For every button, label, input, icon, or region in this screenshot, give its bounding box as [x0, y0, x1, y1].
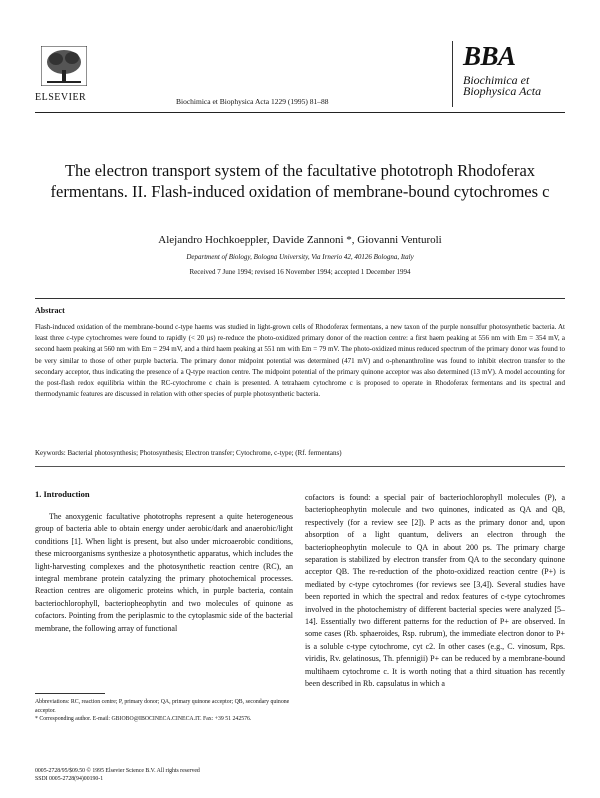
header-divider — [35, 112, 565, 113]
footnote-divider — [35, 693, 105, 694]
body-paragraph: The anoxygenic facultative phototrophs represent a quite heterogeneous group of bacteria able to obtain energy under aerobic/dark and anaerobic/light conditions [1]. When light is present, but also under microaerobic conditions, these microorganisms synthesize a photosynthetic apparatus, which includes the light-harvesting complexes and the photosynthetic reaction centre (RC), an integral membrane protein catalyzing the primary photochemical processes. Reaction centres are oligomeric proteins which, in purple bacteria, contain bacteriochlorophyll, bacteriopheophytin and two molecules of quinone as cofactors. Pointing from the periplasmic to the cytoplasmic side of the bacterial membrane, the following array of functional — [35, 512, 293, 633]
article-authors: Alejandro Hochkoeppler, Davide Zannoni *, Giovanni Venturoli — [158, 234, 442, 246]
journal-abbrev: BBA — [463, 41, 516, 71]
keywords: Keywords: Bacterial photosynthesis; Photosynthesis; Electron transfer; Cytochrome, c-type; (Rf. fermentans) — [35, 449, 342, 457]
copyright-footer — [35, 767, 293, 783]
journal-name: Biochimica et Biophysica Acta — [463, 73, 542, 98]
footnotes — [35, 698, 293, 724]
article-title: The electron transport system of the facultative phototroph Rhodoferax fermentans. II. Flash-induced oxidation of membrane-bound cytochromes c — [50, 161, 550, 201]
ssdi-line: SSDI 0005-2728(94)00190-1 — [35, 776, 104, 782]
section-heading: 1. Introduction — [35, 489, 90, 499]
footnote-abbreviations: Abbreviations: RC, reaction centre; P, primary donor; QA, primary quinone acceptor; QB, secondary quinone acceptor. — [35, 699, 290, 714]
elsevier-tree-icon — [41, 46, 87, 86]
journal-citation: Biochimica et Biophysica Acta 1229 (1995) 81–88 — [176, 97, 329, 106]
publisher-logo — [35, 46, 95, 103]
author-affiliation: Department of Biology, Bologna University, Via Irnerio 42, 40126 Bologna, Italy — [186, 253, 414, 261]
footnote-corresponding: * Corresponding author. E-mail: GBIOBO@IBOCINECA.CINECA.IT. Fax: +39 51 242576. — [35, 716, 252, 722]
body-column-left — [35, 511, 293, 635]
abstract-divider-bottom — [35, 466, 565, 467]
journal-logo — [452, 41, 573, 107]
body-paragraph: cofactors is found: a special pair of bacteriochlorophyll molecules (P), a bacteriopheophytin molecule and two quinones, indicated as QA and QB, respectively (for a review see [2]). P acts as the primary donor and, upon absorption of a light quantum, delivers an electron through the bacteriopheophytin molecule to QA in about 200 ps. The primary charge separation is stabilized by electron transfer from QA to the secondary quinone acceptor QB. The re-reduction of the photo-oxidized reaction centre (P+) is mediated by c-type cytochromes (for reviews see [3,4]). Several studies have been reported in which the spectral and redox features of c-type cytochromes involved in the photochemistry of different bacterial species were analyzed [5–14]. Essentially two different patterns for the reduction of P+ are observed. In some cases (Rb. sphaeroides, Rsp. rubrum), the immediate electron donor to P+ is a soluble c-type cytochrome, cyt c2. In other cases (e.g., C. vinosum, Rps. viridis, Rv. gelatinosus, Th. pfennigii) P+ can be reduced by a membrane-bound multihaem cytochrome c. It is worth noting that a third situation has recently been described in Rb. capsulatus in which a — [305, 493, 565, 689]
copyright-line: 0005-2728/95/$09.50 © 1995 Elsevier Science B.V. All rights reserved — [35, 768, 200, 774]
abstract-text: Flash-induced oxidation of the membrane-bound c-type haems was studied in light-grown cells of Rhodoferax fermentans, a new taxon of the purple nonsulfur photosynthetic bacteria. At least three c-type cytochromes were found to rapidly (< 20 µs) re-reduce the photo-oxidized primary donor of the reaction centre: a first haem peaking at 556 nm with Em = 354 mV, a second haem peaking at 560 nm with Em = 294 mV, and a third haem peaking at 551 nm with Em = 79 mV. The photo-oxidized minus reduced spectrum of the primary donor was found to be very similar to those of other purple bacteria. The primary donor midpoint potential was determined (471 mV) and o-phenanthroline was found to inhibit electron transfer to the secondary acceptor, thus indicating the presence of a Q-type reaction centre. The midpoint potential of the primary quinone acceptor was also determined (13 mV). A model accounting for the post-flash redox equilibria within the RC-cytochrome c chain is presented. A tetrahaem cytochrome c is proposed to operate in Rhodoferax fermentans and its spectral and thermodynamic features are discussed in relation with other species of purple photosynthetic bacteria. — [35, 323, 565, 399]
received-dates: Received 7 June 1994; revised 16 November 1994; accepted 1 December 1994 — [189, 268, 411, 276]
publisher-name: ELSEVIER — [35, 92, 87, 103]
abstract-divider-top — [35, 298, 565, 299]
body-column-right — [305, 492, 565, 691]
abstract-heading: Abstract — [35, 306, 65, 315]
